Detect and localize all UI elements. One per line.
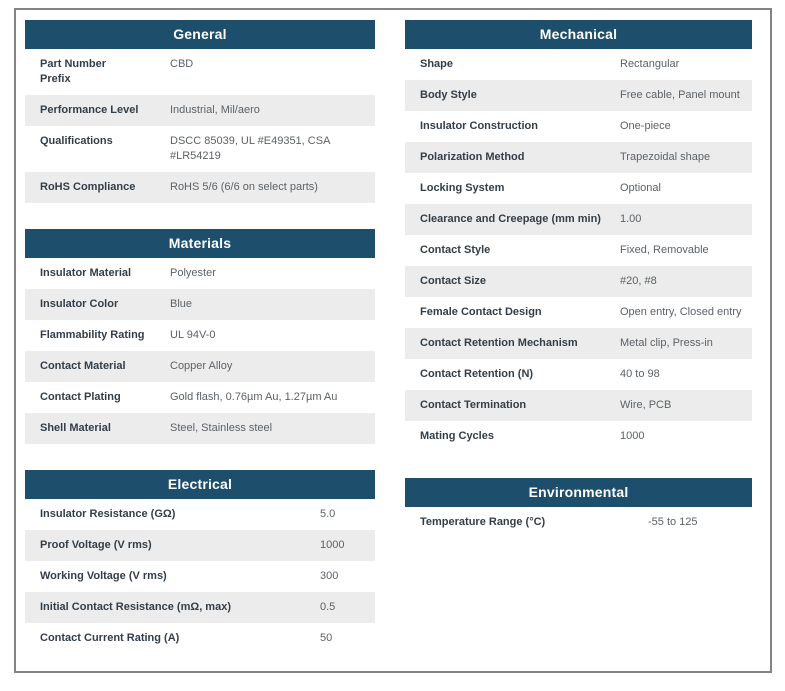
spec-value: 50 [320, 632, 333, 644]
spec-label: Temperature Range (°C) [420, 516, 546, 528]
spec-label: Shape [420, 58, 454, 70]
spec-row-clearance-creepage [405, 204, 752, 235]
spec-row-contact-current-rating [25, 623, 375, 654]
electrical-section-header: Electrical [25, 470, 375, 499]
materials-section [25, 229, 375, 444]
spec-value: 1000 [620, 430, 645, 442]
spec-value: 5.0 [320, 508, 336, 520]
spec-row-proof-voltage [25, 530, 375, 561]
right-column [405, 20, 752, 538]
spec-row-contact-termination [405, 390, 752, 421]
spec-row-contact-plating [25, 382, 375, 413]
spec-label: Contact Current Rating (A) [40, 632, 180, 644]
spec-row-insulator-resistance [25, 499, 375, 530]
spec-label: Female Contact Design [420, 306, 542, 318]
spec-label: Proof Voltage (V rms) [40, 539, 152, 551]
spec-label: Insulator Resistance (GΩ) [40, 508, 176, 520]
spec-label: Insulator Construction [420, 120, 538, 132]
spec-label: Contact Material [40, 360, 126, 372]
spec-value: 300 [320, 570, 339, 582]
spec-label: RoHS Compliance [40, 181, 136, 193]
spec-label: Qualifications [40, 135, 113, 147]
spec-value: CBD [170, 58, 194, 70]
materials-section-header: Materials [25, 229, 375, 258]
electrical-section [25, 470, 375, 654]
spec-row-locking-system [405, 173, 752, 204]
spec-value: 1000 [320, 539, 345, 551]
general-rows [25, 49, 375, 203]
spec-value: Wire, PCB [620, 399, 672, 411]
spec-row-temperature-range [405, 507, 752, 538]
spec-value: RoHS 5/6 (6/6 on select parts) [170, 181, 318, 193]
spec-label: Body Style [420, 89, 477, 101]
spec-value: -55 to 125 [648, 516, 698, 528]
spec-row-contact-retention-n [405, 359, 752, 390]
spec-value: Industrial, Mil/aero [170, 104, 260, 116]
spec-label: Contact Style [420, 244, 491, 256]
spec-row-mating-cycles [405, 421, 752, 452]
spec-row-flammability-rating [25, 320, 375, 351]
mechanical-section-header: Mechanical [405, 20, 752, 49]
spec-value: Blue [170, 298, 193, 310]
spec-label: Contact Retention (N) [420, 368, 534, 380]
spec-row-contact-retention-mechanism [405, 328, 752, 359]
electrical-rows [25, 499, 375, 654]
spec-row-contact-material [25, 351, 375, 382]
spec-label: Working Voltage (V rms) [40, 570, 167, 582]
general-section-header: General [25, 20, 375, 49]
spec-row-insulator-construction [405, 111, 752, 142]
spec-row-insulator-color [25, 289, 375, 320]
spec-row-performance-level [25, 95, 375, 126]
spec-row-body-style [405, 80, 752, 111]
spec-value: Open entry, Closed entry [620, 306, 742, 318]
spec-label: Contact Retention Mechanism [420, 337, 578, 349]
spec-label: Contact Plating [40, 391, 121, 403]
environmental-rows [405, 507, 752, 538]
spec-value: 40 to 98 [620, 368, 660, 380]
spec-value: UL 94V-0 [170, 329, 216, 341]
spec-label: Shell Material [40, 422, 111, 434]
environmental-section-header: Environmental [405, 478, 752, 507]
general-section [25, 20, 375, 203]
spec-row-rohs-compliance [25, 172, 375, 203]
spec-row-female-contact-design [405, 297, 752, 328]
spec-value: One-piece [620, 120, 671, 132]
spec-label: Polarization Method [420, 151, 525, 163]
spec-value: 1.00 [620, 213, 642, 225]
spec-value: Metal clip, Press-in [620, 337, 713, 349]
spec-value: Gold flash, 0.76µm Au, 1.27µm Au [170, 391, 338, 403]
spec-value: Steel, Stainless steel [170, 422, 273, 434]
materials-rows [25, 258, 375, 444]
spec-value: 0.5 [320, 601, 336, 613]
mechanical-section [405, 20, 752, 452]
environmental-section [405, 478, 752, 538]
spec-value: Polyester [170, 267, 216, 279]
spec-row-shell-material [25, 413, 375, 444]
spec-label: Mating Cycles [420, 430, 494, 442]
spec-value: #20, #8 [620, 275, 657, 287]
spec-label: Locking System [420, 182, 505, 194]
spec-row-shape [405, 49, 752, 80]
spec-label: Flammability Rating [40, 329, 145, 341]
spec-row-contact-style [405, 235, 752, 266]
spec-label: Insulator Color [40, 298, 119, 310]
spec-row-contact-size [405, 266, 752, 297]
spec-row-initial-contact-resistance [25, 592, 375, 623]
left-column [25, 20, 375, 654]
mechanical-rows [405, 49, 752, 452]
spec-label: Initial Contact Resistance (mΩ, max) [40, 601, 231, 613]
spec-row-insulator-material [25, 258, 375, 289]
spec-label: Contact Termination [420, 399, 527, 411]
spec-label: Performance Level [40, 104, 139, 116]
spec-row-polarization-method [405, 142, 752, 173]
spec-value: Rectangular [620, 58, 680, 70]
spec-value: Trapezoidal shape [620, 151, 711, 163]
spec-value: Free cable, Panel mount [620, 89, 740, 101]
spec-label: Contact Size [420, 275, 487, 287]
spec-label: Insulator Material [40, 267, 132, 279]
spec-value: DSCC 85039, UL #E49351, CSA #LR54219 [170, 135, 330, 162]
spec-value: Copper Alloy [170, 360, 233, 372]
spec-row-part-number-prefix [25, 49, 375, 95]
spec-row-qualifications [25, 126, 375, 172]
spec-value: Fixed, Removable [620, 244, 709, 256]
spec-row-working-voltage [25, 561, 375, 592]
spec-label: Clearance and Creepage (mm min) [420, 213, 601, 225]
spec-value: Optional [620, 182, 661, 194]
spec-label: Part Number Prefix [40, 58, 107, 85]
